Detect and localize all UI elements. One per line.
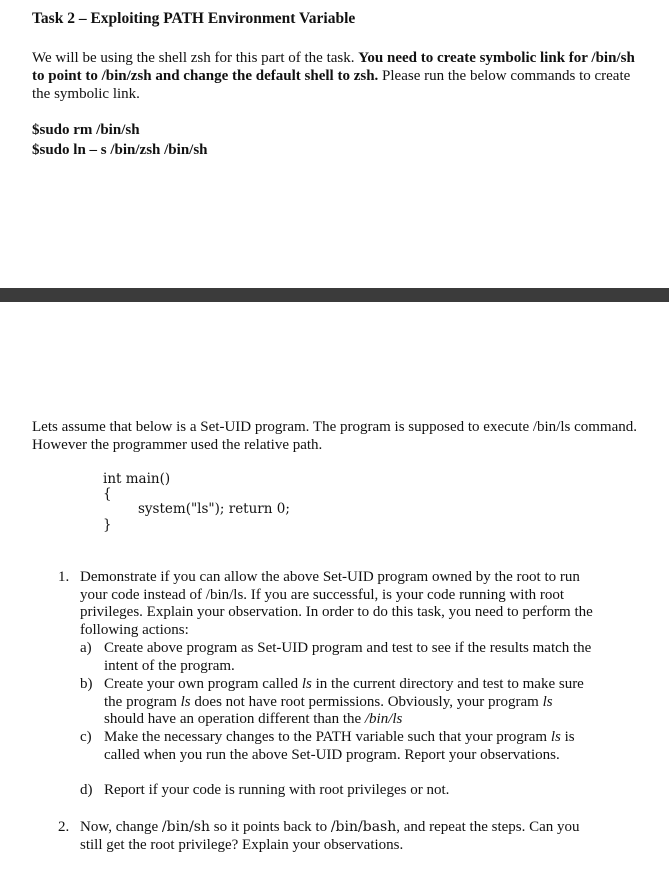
q1c-t1: Make the necessary changes to the PATH variable such that your program (104, 729, 551, 745)
command-rm: $sudo rm /bin/sh (32, 122, 140, 138)
task-heading: Task 2 – Exploiting PATH Environment Variable (32, 10, 356, 27)
intro-text-2: Please run the below commands to create the symbolic link. (32, 68, 631, 102)
question-1a-label: a) (80, 640, 92, 656)
setuid-intro-paragraph: Lets assume that below is a Set-UID program. The program is supposed to execute /bin/ls command. However the programmer used the relative path. (32, 419, 638, 453)
command-ln: $sudo ln – s /bin/zsh /bin/sh (32, 142, 208, 158)
intro-paragraph (32, 49, 642, 103)
q1c-t2: is called when you run the above Set-UID program. Report your observations. (104, 729, 575, 763)
question-1-text: Demonstrate if you can allow the above Set-UID program owned by the root to run your code instead of /bin/ls. If you are successful, is your code running with root privileges. Explain your observation. In order to do this task, you need to perform the following actions: (80, 569, 593, 638)
page-divider (0, 288, 669, 302)
q1b-t2: in the current directory and test to make sure the program (104, 676, 584, 710)
question-1c-text (104, 729, 589, 764)
q1c-i1: ls (550, 729, 561, 745)
question-1-number: 1. (58, 569, 70, 585)
q2-t3: , and repeat the steps. Can you still get the root privilege? Explain your observations. (80, 819, 580, 853)
intro-bold-text: You need to create symbolic link for /bin/sh to point to /bin/zsh and change the default shell to zsh. (32, 50, 635, 84)
question-1a-text: Create above program as Set-UID program and test to see if the results match the intent of the program. (104, 640, 592, 674)
q1b-i2: ls (180, 693, 191, 710)
q2-t1: Now, change (80, 819, 162, 835)
question-1b-text (104, 676, 589, 729)
question-1b-label: b) (80, 676, 93, 692)
q2-code-sh: /bin/sh (161, 819, 211, 835)
question-2-number: 2. (58, 819, 70, 835)
q1b-i3: ls (542, 693, 553, 710)
question-2-text (80, 819, 600, 854)
code-line-body: system("ls"); return 0; (138, 501, 290, 517)
q2-code-bash: /bin/bash (330, 819, 397, 835)
code-line-main: int main() (103, 471, 171, 487)
q1b-i1: ls (301, 676, 312, 692)
code-close-brace: } (103, 517, 112, 533)
q1b-t1: Create your own program called (104, 676, 302, 692)
q2-t2: so it points back to (210, 819, 331, 835)
question-1d-text: Report if your code is running with root privileges or not. (104, 782, 450, 798)
question-1c-label: c) (80, 729, 92, 745)
question-1d-label: d) (80, 782, 93, 798)
q1b-t4: should have an operation different than the (104, 711, 365, 727)
code-open-brace: { (103, 486, 112, 502)
q1b-t3: does not have root permissions. Obviously, your program (190, 693, 543, 710)
intro-text-1: We will be using the shell zsh for this part of the task. (32, 50, 359, 66)
q1b-i4: /bin/ls (364, 711, 403, 727)
